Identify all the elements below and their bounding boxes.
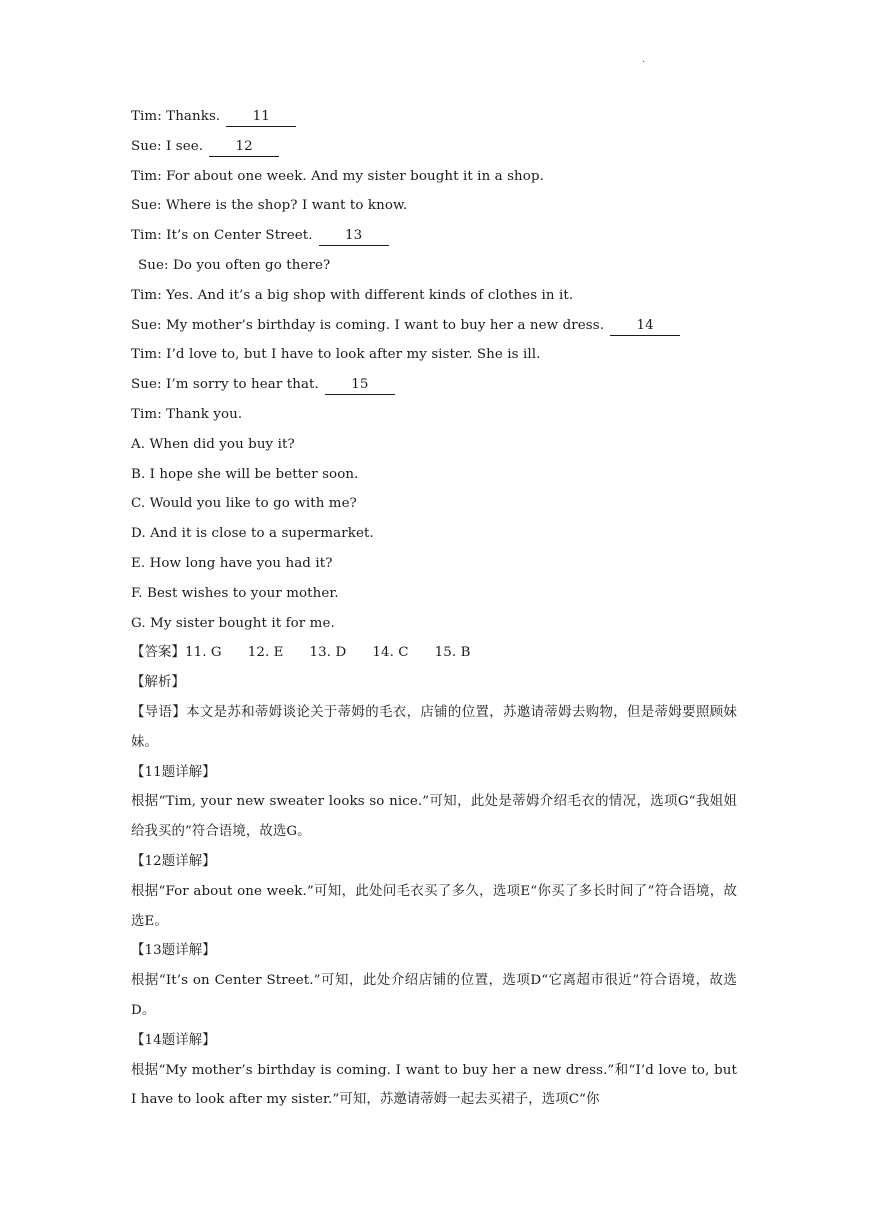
dialogue-text: Sue: I see. bbox=[131, 138, 204, 154]
dialogue-line bbox=[131, 221, 741, 251]
details bbox=[131, 758, 741, 1116]
dialogue bbox=[131, 102, 741, 430]
detail-paragraph: 根据“For about one week.”可知，此处问毛衣买了多久，选项E“你买了多长时间了”符合语境，故选E。 bbox=[131, 883, 737, 929]
detail-paragraph: 根据“Tim, your new sweater looks so nice.”可知，此处是蒂姆介绍毛衣的情况，选项G“我姐姐给我买的”符合语境，故选G。 bbox=[131, 794, 737, 840]
dialogue-text: Tim: I’d love to, but I have to look after my sister. She is ill. bbox=[131, 347, 541, 363]
dialogue-text: Tim: Thank you. bbox=[131, 406, 243, 422]
option-item: B. I hope she will be better soon. bbox=[131, 466, 359, 482]
page-mark: . bbox=[642, 54, 646, 65]
dialogue-text: Tim: Thanks. bbox=[131, 109, 221, 124]
answer-line bbox=[131, 638, 741, 668]
dialogue-text: Tim: Yes. And it’s a big shop with different kinds of clothes in it. bbox=[131, 287, 574, 303]
dialogue-line bbox=[131, 340, 741, 370]
detail-heading: 【12题详解】 bbox=[131, 853, 216, 869]
option-item: F. Best wishes to your mother. bbox=[131, 585, 339, 601]
detail-heading: 【11题详解】 bbox=[131, 764, 216, 780]
dialogue-line bbox=[131, 370, 741, 400]
dialogue-text: Tim: It’s on Center Street. bbox=[131, 228, 313, 244]
dialogue-line bbox=[131, 281, 741, 311]
option-item: C. Would you like to go with me? bbox=[131, 496, 357, 512]
options-list bbox=[131, 430, 741, 639]
answer-label: 【答案】 bbox=[131, 645, 185, 661]
dialogue-text: Sue: Do you often go there? bbox=[138, 257, 331, 273]
dialogue-text: Sue: My mother’s birthday is coming. I want to buy her a new dress. bbox=[131, 317, 605, 333]
dialogue-text: Sue: Where is the shop? I want to know. bbox=[131, 198, 408, 214]
answer-value: 14. C bbox=[372, 645, 409, 661]
option-item: A. When did you buy it? bbox=[131, 436, 295, 452]
answer-blank: 12 bbox=[209, 138, 279, 157]
option-item: E. How long have you had it? bbox=[131, 555, 333, 571]
dialogue-text: Tim: For about one week. And my sister bought it in a shop. bbox=[131, 168, 544, 184]
detail-heading: 【13题详解】 bbox=[131, 943, 216, 959]
dialogue-line bbox=[131, 162, 741, 192]
dialogue-text: Sue: I’m sorry to hear that. bbox=[131, 377, 319, 393]
detail-paragraph: 根据“My mother’s birthday is coming. I want to buy her a new dress.”和“I’d love to, but I have to look after my sister.”可知，苏邀请蒂姆一起去买裙子，选项C“你 bbox=[131, 1062, 737, 1108]
answer-value: 15. B bbox=[434, 645, 471, 661]
dialogue-line bbox=[131, 251, 741, 281]
answer-blank: 11 bbox=[226, 108, 296, 127]
analysis-label: 【解析】 bbox=[131, 675, 185, 691]
document-body bbox=[131, 102, 741, 1115]
answer-blank: 15 bbox=[325, 376, 395, 395]
dialogue-line bbox=[131, 400, 741, 430]
answer-blank: 13 bbox=[319, 227, 389, 246]
dialogue-line bbox=[131, 191, 741, 221]
answer-value: 11. G bbox=[184, 645, 222, 661]
detail-paragraph: 根据“It’s on Center Street.”可知，此处介绍店铺的位置，选项D“它离超市很近”符合语境，故选D。 bbox=[131, 973, 737, 1018]
dialogue-line bbox=[131, 132, 741, 162]
dialogue-line bbox=[131, 102, 741, 132]
option-item: G. My sister bought it for me. bbox=[131, 615, 335, 631]
dialogue-line bbox=[131, 311, 741, 341]
detail-heading: 【14题详解】 bbox=[131, 1032, 216, 1048]
answer-value: 13. D bbox=[309, 645, 347, 661]
option-item: D. And it is close to a supermarket. bbox=[131, 526, 374, 542]
guide-paragraph: 【导语】本文是苏和蒂姆谈论关于蒂姆的毛衣，店铺的位置，苏邀请蒂姆去购物，但是蒂姆要照顾妹妹。 bbox=[131, 704, 737, 750]
answer-value: 12. E bbox=[247, 645, 284, 661]
answer-blank: 14 bbox=[610, 317, 680, 336]
